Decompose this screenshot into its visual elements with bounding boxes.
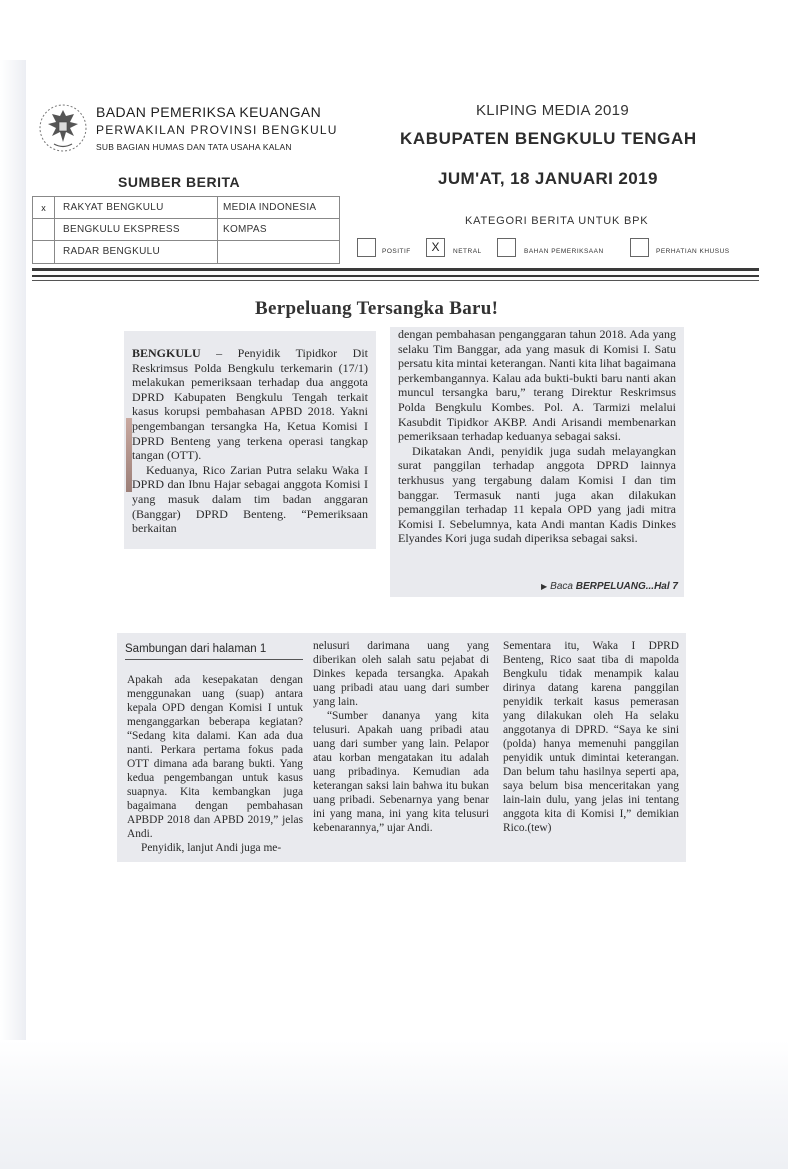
page-edge-shadow xyxy=(0,60,26,1120)
kategori-bahan-checkbox xyxy=(497,238,516,257)
continuation-column-1 xyxy=(127,673,303,855)
source-row xyxy=(33,197,339,219)
article-paragraph: – Penyidik Tipidkor Dit Reskrimsus Polda Bengkulu terkemarin (17/1) melakukan pemeriksaan terhadap dua anggota DPRD Kabupaten Bengkulu Tengah terkait kasus korupsi pembahasan APBD 2018. Yakni pengembangan tersangka Ha, Ketua Komisi I DPRD Benteng yang terkena operasi tangkap tangan (OTT). xyxy=(132,346,368,463)
sumber-berita-title: SUMBER BERITA xyxy=(118,174,241,190)
continuation-column-3 xyxy=(503,639,679,835)
page-bottom-shadow xyxy=(0,1040,788,1169)
kategori-bahan-label: BAHAN PEMERIKSAAN xyxy=(524,248,604,255)
source-name: RADAR BENGKULU xyxy=(63,246,160,257)
kategori-title: KATEGORI BERITA UNTUK BPK xyxy=(465,215,649,227)
date-title: JUM'AT, 18 JANUARI 2019 xyxy=(438,169,658,188)
article-paragraph: Penyidik, lanjut Andi juga me- xyxy=(141,842,282,854)
continuation-clip xyxy=(117,633,686,862)
continuation-reference xyxy=(541,581,678,592)
kategori-positif-checkbox xyxy=(357,238,376,257)
article-paragraph: dengan pembahasan penganggaran tahun 2018. Ada yang selaku Tim Banggar, ada yang masuk di Komisi I. Satu persatu kita mintai keterangan. Nanti kita lihat bagaimana perkembangannya. Kalau ada bukti-bukti baru nanti akan muncul tersangka baru,” terang Direktur Reskrimsus Polda Bengkulu Kombes. Pol. A. Tarmizi melalui Kasubdit Tipidkor AKBP. Andi Arisandi membenarkan pemeriksaan terhadap keduanya sebagai saksi. xyxy=(398,327,676,444)
article-paragraph: nelusuri darimana uang yang diberikan oleh salah satu pejabat di Dinkes kepada tersangka. Apakah uang pribadi atau uang dari sumber yang lain. xyxy=(313,640,489,708)
photo-fragment xyxy=(126,418,132,492)
source-name: RAKYAT BENGKULU xyxy=(63,202,164,213)
article-dateline: BENGKULU xyxy=(132,346,201,360)
source-check xyxy=(33,219,55,241)
source-check: x xyxy=(33,197,55,219)
kategori-khusus-checkbox xyxy=(630,238,649,257)
kliping-title: KLIPING MEDIA 2019 xyxy=(476,102,629,119)
sources-table xyxy=(32,196,340,264)
org-branch: PERWAKILAN PROVINSI BENGKULU xyxy=(96,123,338,137)
article-headline: Berpeluang Tersangka Baru! xyxy=(255,298,499,319)
garuda-emblem-icon xyxy=(38,102,88,154)
article-paragraph: “Sumber dananya yang kita telusuri. Apakah uang pribadi atau uang dari sumber yang lain. Pelapor atau korban mengatakan itu adalah uang pribadinya. Kemudian ada keterangan saksi lain bahwa itu bukan uang pribadi. Sebenarnya yang benar ini yang mana, ini yang kita telusuri kebenarannya,” ujar Andi. xyxy=(313,710,489,834)
continuation-column-2 xyxy=(313,639,489,835)
article-column-2 xyxy=(398,327,676,546)
source-row xyxy=(33,219,339,241)
kategori-netral-checkbox: X xyxy=(426,238,445,257)
kategori-khusus-label: PERHATIAN KHUSUS xyxy=(656,248,730,255)
triangle-right-icon: ▶ xyxy=(541,582,548,591)
source-name: KOMPAS xyxy=(223,224,267,235)
org-name: BADAN PEMERIKSA KEUANGAN xyxy=(96,104,322,120)
article-column-1 xyxy=(132,346,368,536)
continuation-header: Sambungan dari halaman 1 xyxy=(125,643,303,660)
kategori-positif-label: POSITIF xyxy=(382,248,411,255)
kategori-netral-label: NETRAL xyxy=(453,248,482,255)
source-name: MEDIA INDONESIA xyxy=(223,202,317,213)
article-paragraph: Sementara itu, Waka I DPRD Benteng, Rico saat tiba di mapolda Bengkulu tidak menampik kalau dirinya datang karena panggilan penyidik terkait kasus pemerasan yang dilakukan oleh Ha selaku anggotanya di DPRD. “Saya ke sini (polda) hanya memenuhi panggilan penyidik untuk dimintai keterangan. Dan belum tahu hasilnya seperti apa, saya belum bisa menceritakan yang lain-lain dulu, yang jelas ini tentang anggota kita di Komisi I,” demikian Rico.(tew) xyxy=(503,640,679,834)
org-subdivision: SUB BAGIAN HUMAS DAN TATA USAHA KALAN xyxy=(96,142,292,152)
baca-prefix: Baca xyxy=(550,581,573,592)
article-paragraph: Dikatakan Andi, penyidik juga sudah melayangkan surat panggilan terhadap anggota DPRD lainnya terkhusus yang tergabung dalam Komisi I dan tim banggar. Termasuk nanti juga akan dilakukan pemanggilan terhadap 11 kepala OPD yang jadi mitra Komisi I. Sebelumnya, kata Andi mantan Kadis Dinkes Elyandes Kori juga sudah diperiksa sebagai saksi. xyxy=(398,443,676,546)
article-clip-column-1 xyxy=(124,331,376,549)
article-clip-column-2 xyxy=(390,327,684,597)
article-paragraph: Apakah ada kesepakatan dengan menggunakan uang (suap) antara kepala OPD dengan Komisi I untuk menganggarkan beberapa kegiatan? “Sedang kita dalami. Kan ada dua nanti. Perkara pertama fokus pada OTT dimana ada barang bukti. Yang kedua pengembangan untuk kasus suapnya. Kita kembangkan juga bagaimana dengan pembahasan APBDP 2018 dan APBD 2019,” jelas Andi. xyxy=(127,674,303,840)
header-divider xyxy=(32,280,759,281)
baca-link: BERPELUANG...Hal 7 xyxy=(575,581,678,592)
header-divider xyxy=(32,275,759,277)
article-paragraph: Keduanya, Rico Zarian Putra selaku Waka I DPRD dan Ibnu Hajar sebagai anggota Komisi I yang masuk dalam tim badan anggaran (Banggar) DPRD Benteng. “Pemeriksaan berkaitan xyxy=(132,462,368,536)
region-title: KABUPATEN BENGKULU TENGAH xyxy=(400,129,697,148)
source-name: BENGKULU EKSPRESS xyxy=(63,224,180,235)
source-row xyxy=(33,241,339,263)
source-check xyxy=(33,241,55,263)
header-divider xyxy=(32,268,759,271)
